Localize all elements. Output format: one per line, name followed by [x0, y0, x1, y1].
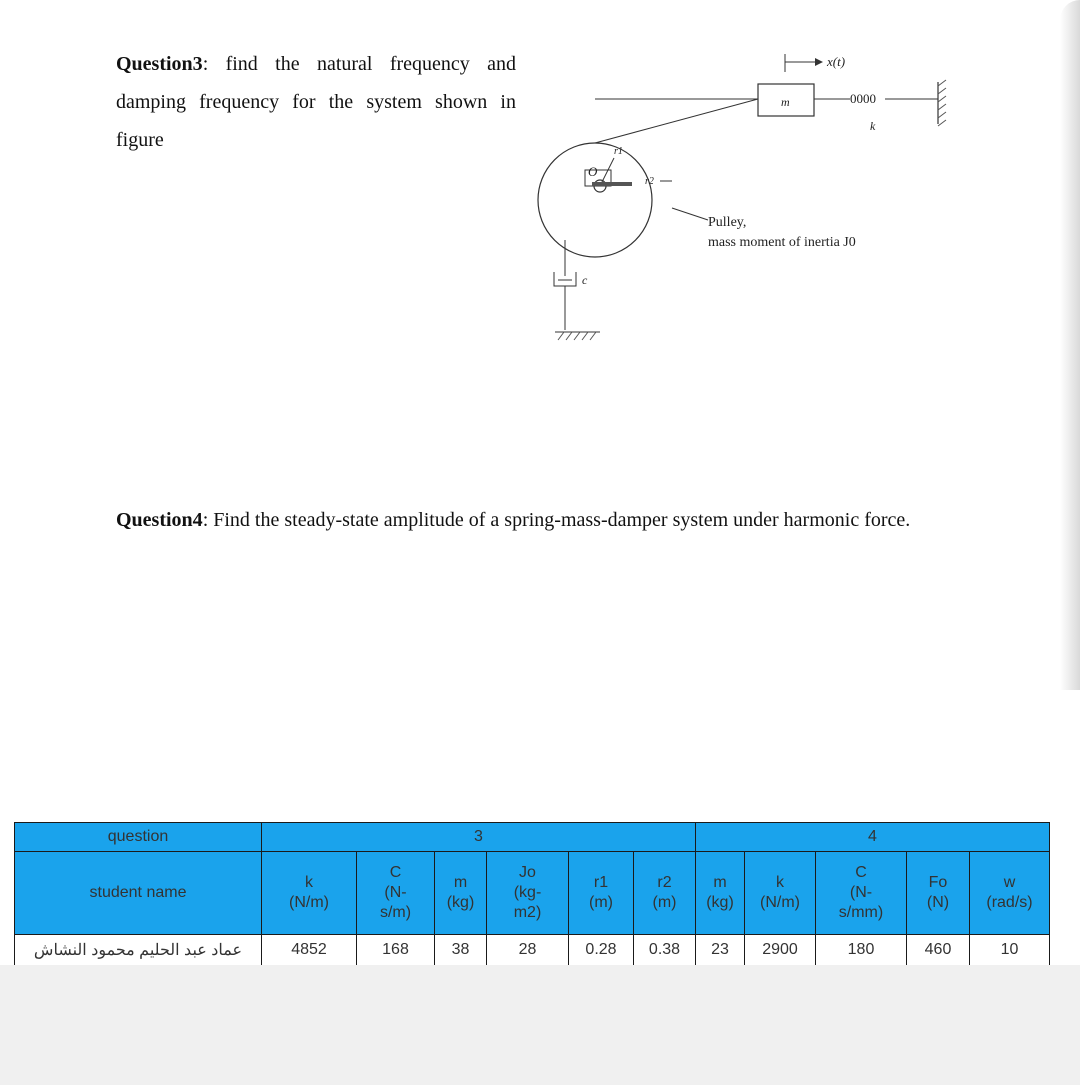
- value-cell: 23: [696, 935, 745, 966]
- student-data-row: [15, 935, 1050, 966]
- rope: [595, 99, 758, 143]
- pulley-system-diagram: [530, 40, 970, 360]
- q4-w-header: w (rad/s): [970, 852, 1050, 935]
- question-header: question: [15, 823, 262, 852]
- q3-k-header: k (N/m): [262, 852, 357, 935]
- question3-text: [116, 45, 516, 159]
- student-data-table: [14, 822, 1050, 965]
- value-cell: 0.28: [569, 935, 634, 966]
- question3-title: Question3: [116, 53, 203, 75]
- q3-m-header: m (kg): [435, 852, 487, 935]
- displacement-label: x(t): [827, 54, 846, 69]
- student-name-cell: عماد عبد الحليم محمود النشاش: [15, 935, 262, 966]
- pulley-outer-circle: [538, 143, 652, 257]
- origin-label: O: [588, 164, 598, 179]
- question-header-row: [15, 823, 1050, 852]
- question4-body: : Find the steady-state amplitude of a spring-mass-damper system under harmonic force.: [202, 509, 911, 531]
- q3-jo-header: Jo (kg- m2): [487, 852, 569, 935]
- spring-coil: 0000: [850, 91, 876, 106]
- q4-k-header: k (N/m): [745, 852, 816, 935]
- column-header-row: [15, 852, 1050, 935]
- r1-label: r1: [614, 146, 623, 157]
- q3-r2-header: r2 (m): [634, 852, 696, 935]
- question3-body: : find the natural frequency and damping frequency for the system shown in figure: [116, 53, 516, 151]
- hub-ground-hatch: [592, 182, 632, 186]
- value-cell: 38: [435, 935, 487, 966]
- q4-m-header: m (kg): [696, 852, 745, 935]
- question4-text: [116, 506, 946, 534]
- inertia-label: mass moment of inertia J0: [708, 235, 856, 250]
- page-curl-shadow: [1060, 0, 1080, 690]
- value-cell: 460: [907, 935, 970, 966]
- value-cell: 10: [970, 935, 1050, 966]
- value-cell: 180: [816, 935, 907, 966]
- question4-group-header: 4: [696, 823, 1050, 852]
- pulley-label: Pulley,: [708, 215, 747, 230]
- student-name-header: student name: [15, 852, 262, 935]
- right-wall-hatch: [938, 80, 946, 126]
- value-cell: 168: [357, 935, 435, 966]
- damper-label: c: [582, 273, 588, 287]
- value-cell: 4852: [262, 935, 357, 966]
- mass-label: m: [781, 95, 790, 109]
- ground-hatch: [558, 332, 596, 340]
- q3-r1-header: r1 (m): [569, 852, 634, 935]
- pulley-leader: [672, 208, 708, 220]
- q4-fo-header: Fo (N): [907, 852, 970, 935]
- value-cell: 2900: [745, 935, 816, 966]
- spring-label: k: [870, 119, 876, 133]
- question3-group-header: 3: [262, 823, 696, 852]
- question4-title: Question4: [116, 509, 203, 531]
- value-cell: 28: [487, 935, 569, 966]
- r2-label: r2: [645, 176, 654, 187]
- q3-c-header: C (N- s/m): [357, 852, 435, 935]
- value-cell: 0.38: [634, 935, 696, 966]
- pulley-r1-line: [600, 158, 614, 186]
- displacement-arrowhead: [815, 58, 823, 66]
- q4-c-header: C (N- s/mm): [816, 852, 907, 935]
